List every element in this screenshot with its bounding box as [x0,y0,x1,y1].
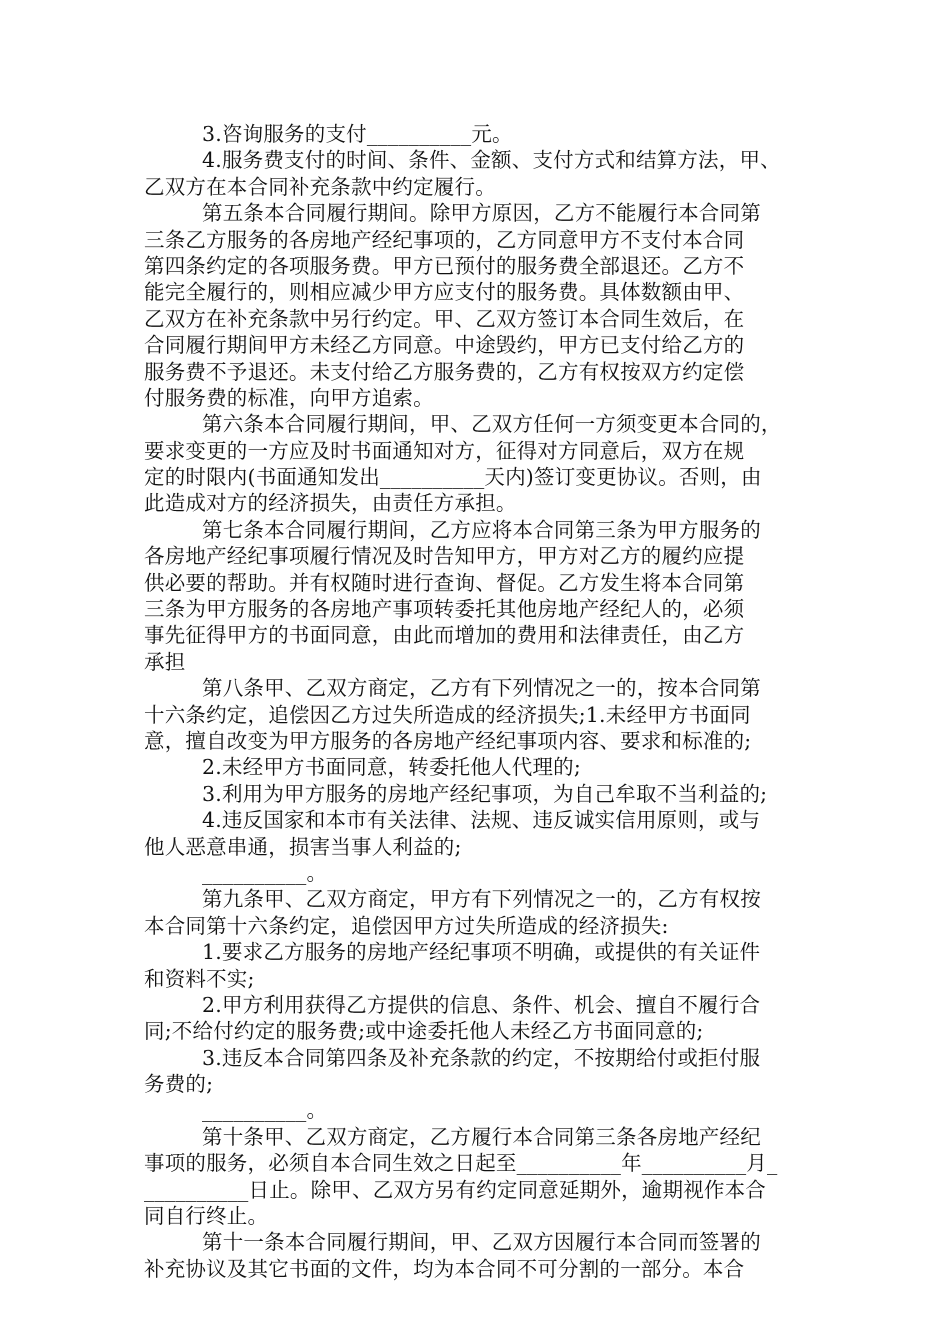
text-line: 他人恶意串通，损害当事人利益的; [144,834,462,859]
text-line: 乙双方在本合同补充条款中约定履行。 [144,174,496,199]
text-line: 第八条甲、乙双方商定，乙方有下列情况之一的，按本合同第 [202,676,761,701]
text-line: 要求变更的一方应及时书面通知对方，征得对方同意后，双方在规 [144,438,745,463]
text-line: 意，擅自改变为甲方服务的各房地产经纪事项内容、要求和标准的; [144,728,752,753]
text-line: __________日止。除甲、乙双方另有约定同意延期外，逾期视作本合 [144,1177,766,1202]
document-page [144,121,808,1282]
text-line: 合同履行期间甲方未经乙方同意。中途毁约，甲方已支付给乙方的 [144,333,745,358]
text-line: __________。 [202,860,328,885]
text-line: 乙双方在补充条款中另行约定。甲、乙双方签订本合同生效后，在 [144,306,745,331]
text-line: 同自行终止。 [144,1204,269,1229]
text-line: 事先征得甲方的书面同意，由此而增加的费用和法律责任，由乙方 [144,623,745,648]
text-line: 第九条甲、乙双方商定，甲方有下列情况之一的，乙方有权按 [202,887,761,912]
text-line: 三条乙方服务的各房地产经纪事项的，乙方同意甲方不支付本合同 [144,227,745,252]
text-line: 同;不给付约定的服务费;或中途委托他人未经乙方书面同意的; [144,1019,704,1044]
text-line: 此造成对方的经济损失，由责任方承担。 [144,491,517,516]
text-line: 1.要求乙方服务的房地产经纪事项不明确，或提供的有关证件 [202,940,761,965]
text-line: 第十一条本合同履行期间，甲、乙双方因履行本合同而签署的 [202,1230,761,1255]
text-line: 补充协议及其它书面的文件，均为本合同不可分割的一部分。本合 [144,1256,745,1281]
text-line: 第七条本合同履行期间，乙方应将本合同第三条为甲方服务的 [202,517,761,542]
text-line: 第五条本合同履行期间。除甲方原因，乙方不能履行本合同第 [202,201,761,226]
text-line: 第六条本合同履行期间，甲、乙双方任何一方须变更本合同的， [202,412,782,437]
text-line: 三条为甲方服务的各房地产事项转委托其他房地产经纪人的，必须 [144,597,745,622]
text-line: 第四条约定的各项服务费。甲方已预付的服务费全部退还。乙方不 [144,253,745,278]
text-line: 3.咨询服务的支付__________元。 [202,122,513,146]
text-line: 各房地产经纪事项履行情况及时告知甲方，甲方对乙方的履约应提 [144,544,745,569]
text-line: 4.违反国家和本市有关法律、法规、违反诚实信用原则，或与 [202,808,761,833]
text-line: 第十条甲、乙双方商定，乙方履行本合同第三条各房地产经纪 [202,1124,761,1149]
text-line: 供必要的帮助。并有权随时进行查询、督促。乙方发生将本合同第 [144,570,745,595]
text-line: 能完全履行的，则相应减少甲方应支付的服务费。具体数额由甲、 [144,280,745,305]
text-line: 服务费不予退还。未支付给乙方服务费的，乙方有权按双方约定偿 [144,359,745,384]
text-line: 4.服务费支付的时间、条件、金额、支付方式和结算方法，甲、 [202,148,781,173]
text-line: 承担 [144,649,186,674]
text-line: __________。 [202,1098,328,1123]
text-line: 事项的服务，必须自本合同生效之日起至__________年__________月_ [144,1151,778,1176]
text-line: 十六条约定，追偿因乙方过失所造成的经济损失;1.未经甲方书面同 [144,702,751,727]
text-line: 3.利用为甲方服务的房地产经纪事项，为自己牟取不当利益的; [202,781,768,806]
text-line: 定的时限内(书面通知发出__________天内)签订变更协议。否则，由 [144,465,762,490]
text-line: 付服务费的标准，向甲方追索。 [144,385,434,410]
text-line: 和资料不实; [144,966,255,991]
text-line: 2.甲方利用获得乙方提供的信息、条件、机会、擅自不履行合 [202,992,761,1017]
text-line: 2.未经甲方书面同意，转委托他人代理的; [202,755,581,780]
text-line: 务费的; [144,1072,214,1097]
text-line: 本合同第十六条约定，追偿因甲方过失所造成的经济损失: [144,913,669,938]
text-line: 3.违反本合同第四条及补充条款的约定，不按期给付或拒付服 [202,1045,761,1070]
